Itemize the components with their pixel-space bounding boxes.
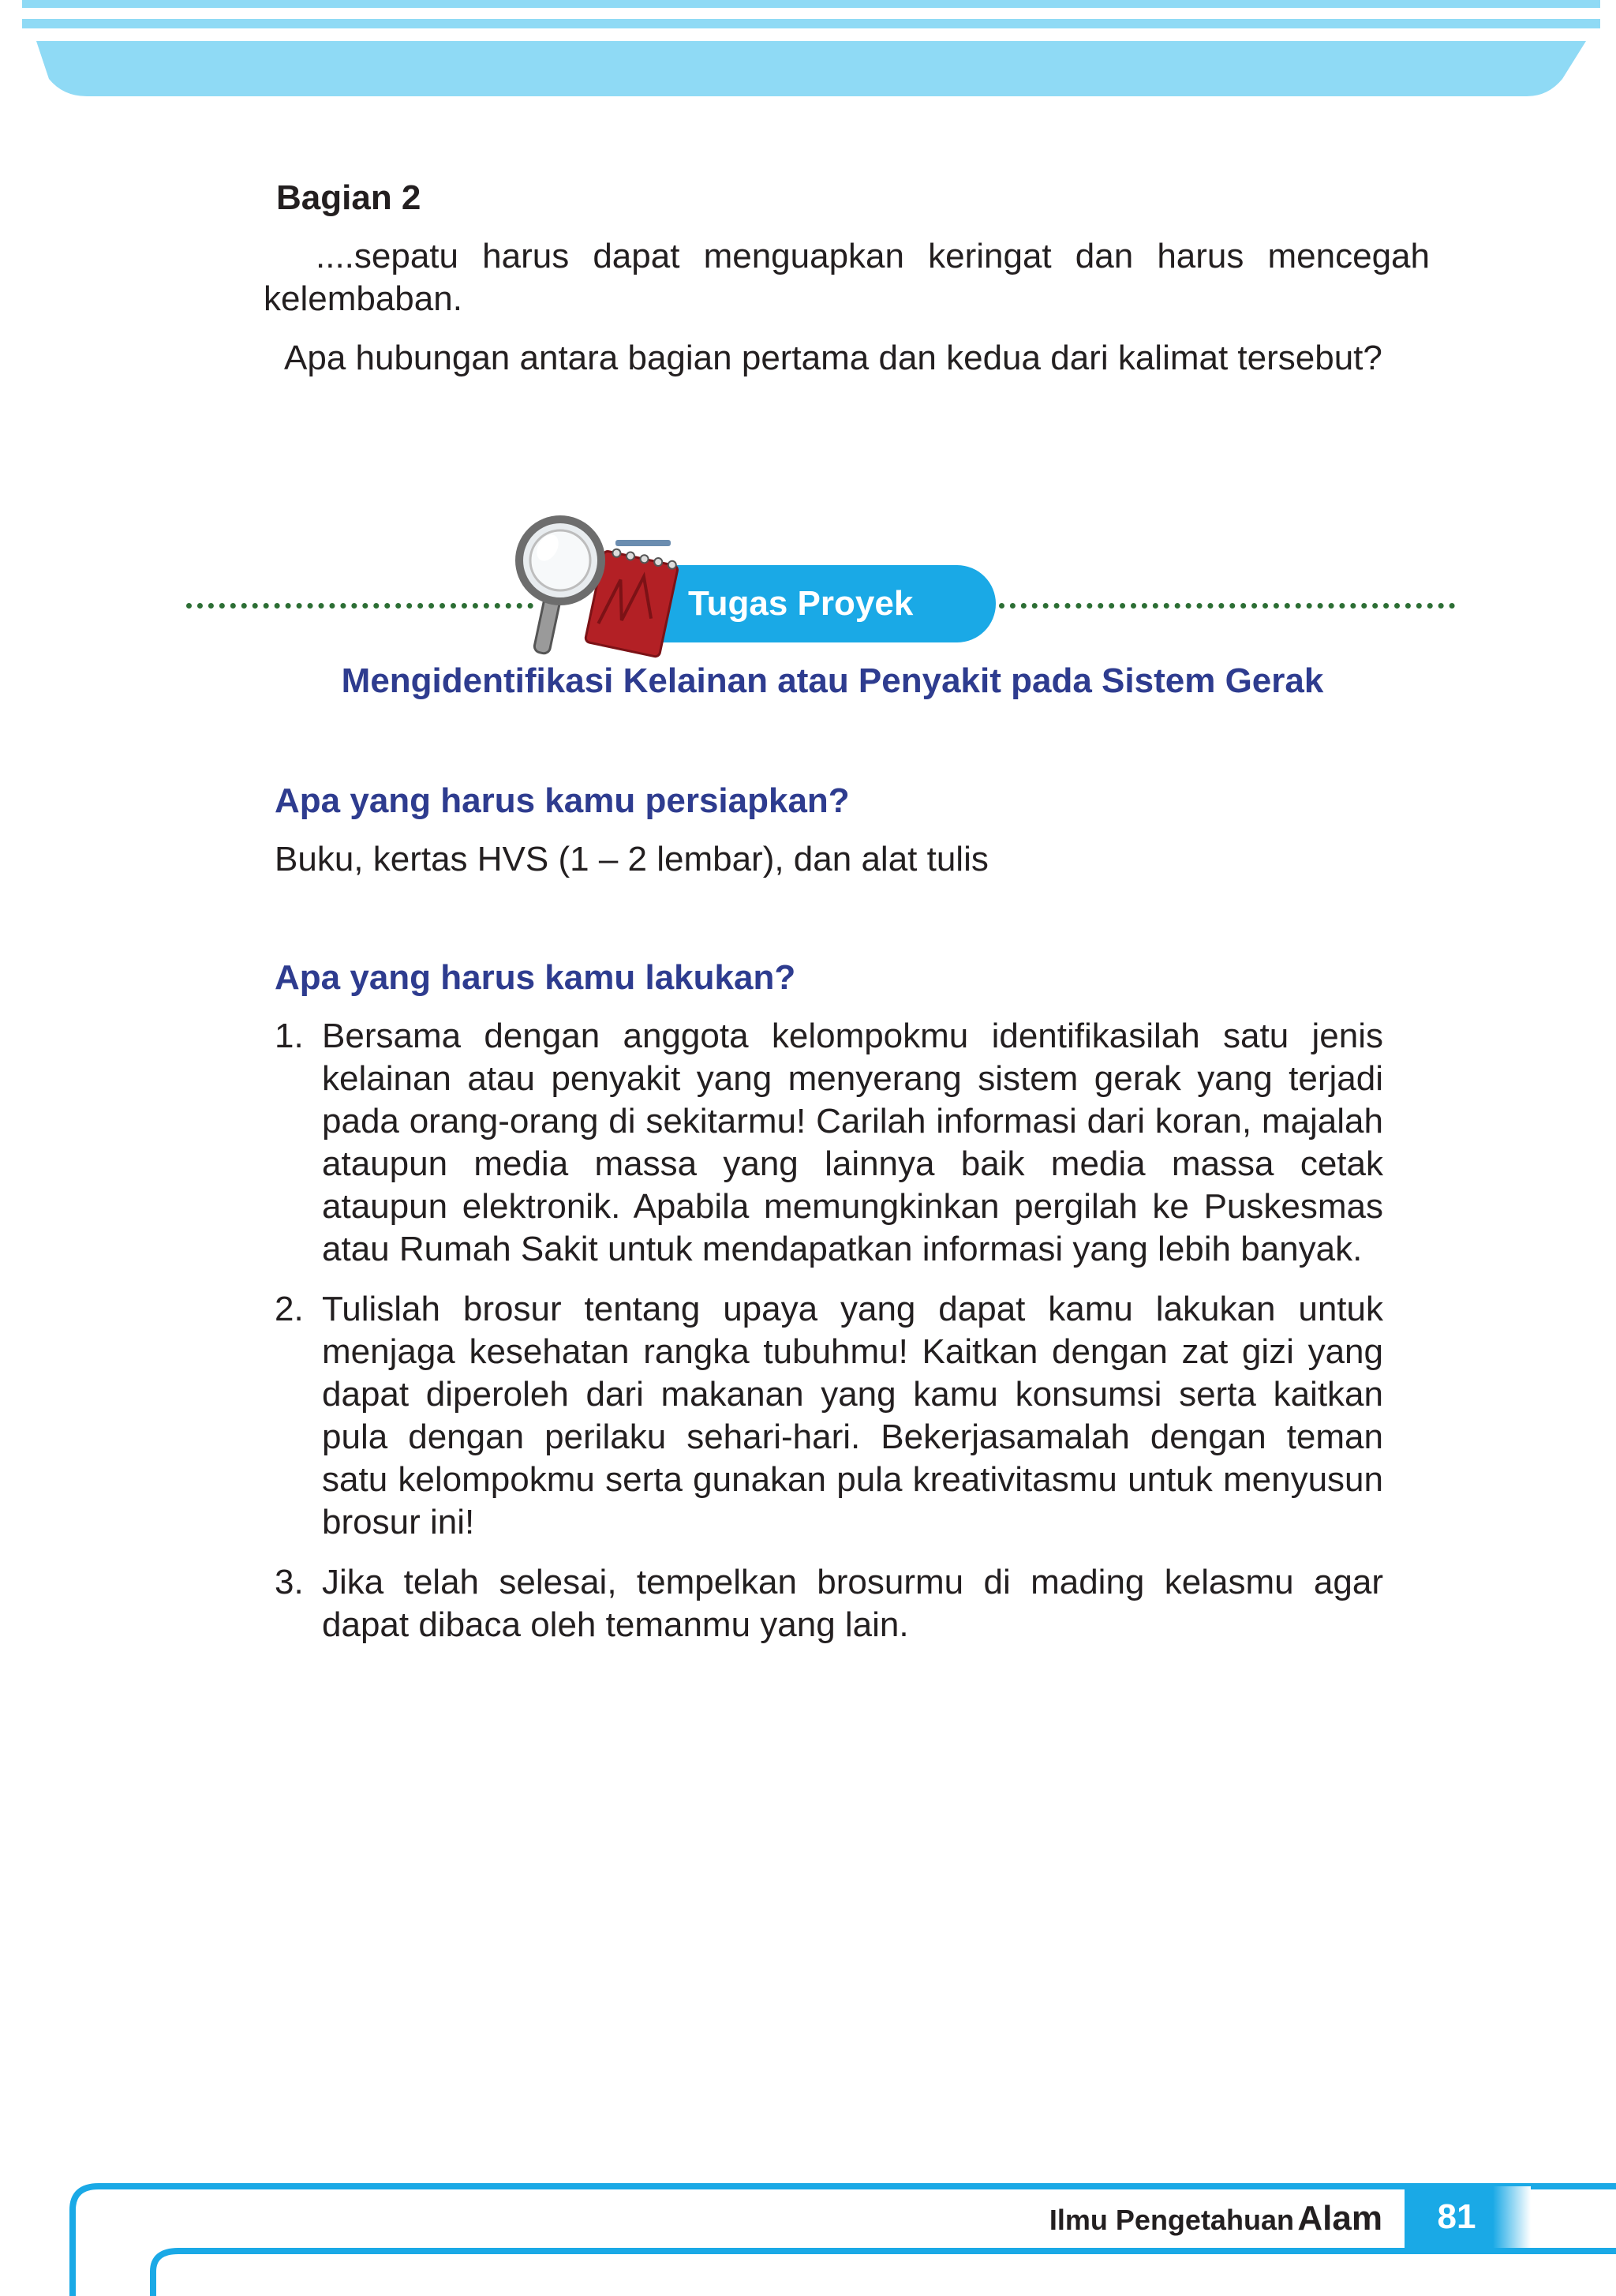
list-item-number: 2.: [275, 1290, 304, 1328]
book-title: [947, 2199, 1382, 2238]
list-item: [275, 1561, 1383, 1646]
list-item: [275, 1288, 1383, 1544]
list-item-text: Tulislah brosur tentang upaya yang dapat kamu lakukan untuk menjaga kesehatan rangka tubuhmu! Kaitkan dengan zat gizi yang dapat diperoleh dari makanan yang kamu konsumsi serta kaitkan pula dengan perilaku sehari-hari. Bekerjasamalah dengan teman satu kelompokmu serta gunakan pula kreativitasmu untuk menyusun brosur ini!: [322, 1290, 1383, 1541]
list-item-number: 1.: [275, 1017, 304, 1055]
prepare-heading: Apa yang harus kamu persiapkan?: [275, 781, 850, 820]
list-item-text: Bersama dengan anggota kelompokmu identifikasilah satu jenis kelainan atau penyakit yang menyerang sistem gerak yang terjadi pada orang-orang di sekitarmu! Carilah informasi dari koran, majalah ataupun media massa yang lainnya baik media massa cetak ataupun elektronik. Apabila memungkinkan pergilah ke Puskesmas atau Rumah Sakit untuk mendapatkan informasi yang lebih banyak.: [322, 1017, 1383, 1268]
prepare-text: Buku, kertas HVS (1 – 2 lembar), dan alat tulis: [275, 840, 989, 878]
header-banner: [0, 0, 1616, 103]
book-title-prefix: Ilmu Pengetahuan: [1049, 2204, 1294, 2236]
dotted-line-right: [999, 603, 1455, 609]
dotted-line-left: [186, 603, 533, 609]
list-item-number: 3.: [275, 1563, 304, 1601]
list-item-text: Jika telah selesai, tempelkan brosurmu di mading kelasmu agar dapat dibaca oleh temanmu yang lain.: [322, 1563, 1383, 1644]
section-line-1: ....sepatu harus dapat menguapkan keringat dan harus mencegah: [316, 237, 1430, 275]
section-line-2: kelembaban.: [264, 279, 462, 318]
do-heading: Apa yang harus kamu lakukan?: [275, 958, 796, 997]
project-badge-label: Tugas Proyek: [688, 584, 914, 623]
section-heading: Bagian 2: [276, 178, 421, 217]
project-title-wrap: [0, 660, 1616, 702]
project-title: Mengidentifikasi Kelainan atau Penyakit pada Sistem Gerak: [341, 661, 1324, 700]
book-title-suffix: Alam: [1297, 2199, 1382, 2238]
list-item: [275, 1015, 1383, 1271]
magnifier-icon: [511, 515, 614, 665]
project-badge: [647, 565, 996, 642]
page-number: 81: [1437, 2197, 1476, 2236]
section-question: Apa hubungan antara bagian pertama dan kedua dari kalimat tersebut?: [284, 339, 1382, 377]
